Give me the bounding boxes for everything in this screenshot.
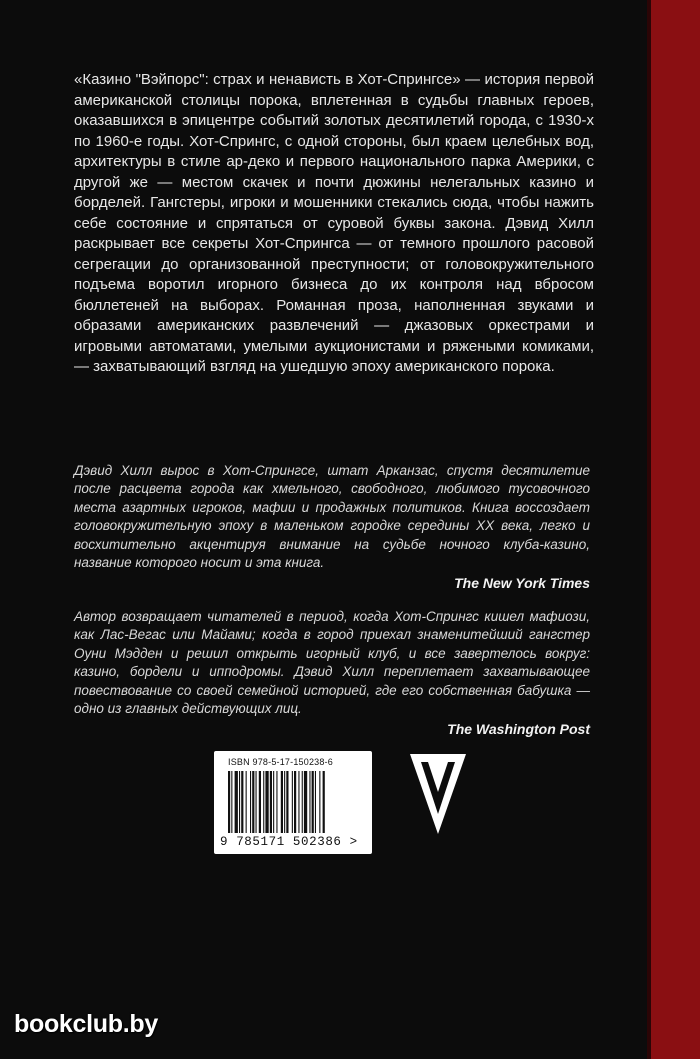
barcode-stripe [246,771,247,833]
review-quote-nyt [74,462,590,593]
isbn-label: ISBN 978-5-17-150238-6 [228,757,333,767]
barcode-stripe [241,771,243,833]
review-source: The Washington Post [447,721,590,738]
barcode-stripe [263,771,264,833]
barcode-stripe [231,771,232,833]
book-description [74,70,594,378]
barcode-stripe [273,771,274,833]
barcode-stripe [281,771,283,833]
barcode-stripe [252,771,254,833]
barcode-stripe [319,771,320,833]
publisher-v-logo-icon [408,752,468,836]
barcode-stripe [298,771,299,833]
barcode-stripe [250,771,251,833]
barcode-stripe [256,771,257,833]
barcode-stripe [286,771,288,833]
barcode-stripe [323,771,325,833]
barcode-stripe [302,771,303,833]
barcode-stripe [292,771,293,833]
barcode-stripe [265,771,268,833]
barcode-stripe [276,771,277,833]
barcode-stripe [315,771,316,833]
review-source: The New York Times [454,575,590,592]
barcode-stripe [294,771,296,833]
review-quote-wp [74,608,590,739]
barcode-stripe [239,771,240,833]
barcode-stripe [228,771,230,833]
description-text: «Казино "Вэйпорс": страх и ненависть в Хот-Спрингсе» — история первой американской столицы порока, вплетенная в судьбы главных героев, оказавшихся в эпицентре событий золотых десятилетий города, с 1930-х по 1960-е годы. Хот-Спрингс, с одной стороны, был краем целебных вод, архитектуры в стиле ар-деко и первого национального парка Америки, с другой же — местом скачек и почти дюжины нелегальных казино и борделей. Гангстеры, игроки и мошенники стекались сюда, чтобы нажить себе состояние и спрятаться от суровой буквы закона. Дэвид Хилл раскрывает все секреты Хот-Спрингса — от темного прошлого расовой сегрегации до организованной преступности; от головокружительного подъема воротил игорного бизнеса до их контроля над вбросом бюллетеней на выборах. Романная проза, наполненная звуками и образами американских развлечений — джазовых оркестрами и игровыми автоматами, умелыми аукционистами и ряжеными комиками, — захватывающий взгляд на ушедшую эпоху американского порока. [74,71,594,375]
barcode-stripe [259,771,261,833]
barcode-stripe [312,771,314,833]
barcode-stripe [235,771,238,833]
barcode-stripe [270,771,272,833]
isbn-barcode [214,751,372,854]
barcode-stripe [309,771,310,833]
review-text: Автор возвращает читателей в период, когда Хот-Спрингс кишел мафиози, как Лас-Вегас или Майами; когда в город приехал знаменитейший гангстер Оуни Мэдден и решил открыть игорный клуб, и все завертелось вокруг: казино, бордели и ипподромы. Дэвид Хилл переплетает захватывающее повествование со своей семейной историей, где его собственная бабушка — одно из главных действующих лиц. [74,609,590,717]
ean-number: 9 785171 502386 > [220,835,358,849]
review-text: Дэвид Хилл вырос в Хот-Спрингсе, штат Арканзас, спустя десятилетие после расцвета города как хмельного, свободного, любимого тусовочного места азартных игроков, мафии и продажных политиков. Книга воссоздает головокружительную эпоху в маленьком городке середины XX века, легко и восхитительно акцентируя внимание на судьбе ночного клуба-казино, название которого носит и эта книга. [74,463,590,571]
red-spine-strip [651,0,700,1059]
barcode-stripe [284,771,285,833]
watermark-site: bookclub.by [14,1010,158,1038]
barcode-bars [228,771,358,833]
barcode-stripe [304,771,307,833]
